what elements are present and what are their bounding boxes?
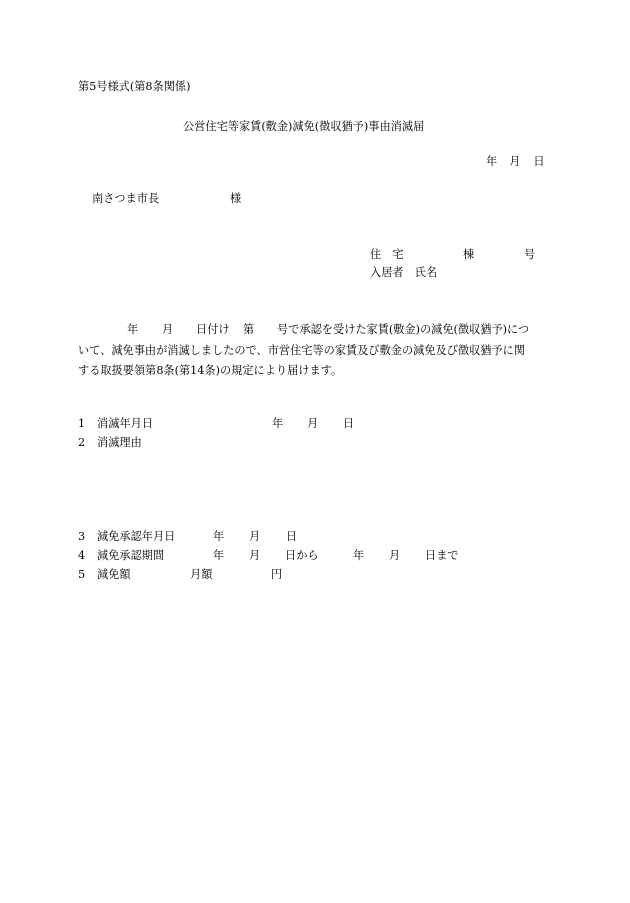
item-4-month2-label: 月 bbox=[389, 549, 401, 562]
addressee-name: 南さつま市長 bbox=[92, 192, 160, 205]
body-dated-label: 日付け bbox=[196, 323, 230, 336]
item-1-year-label: 年 bbox=[272, 417, 284, 430]
item-label-1: 消滅年月日 bbox=[97, 417, 153, 430]
item-label-5: 減免額 bbox=[97, 568, 131, 581]
date-line bbox=[486, 156, 545, 167]
item-1-month-label: 月 bbox=[307, 417, 319, 430]
form-header: 第5号様式(第8条関係) bbox=[78, 80, 191, 93]
body-line1-rest: 号で承認を受けた家賃(敷金)の減免(徴収猶予)につ bbox=[277, 323, 530, 336]
resident-name-label: 入居者 氏名 bbox=[370, 266, 438, 279]
date-day-label: 日 bbox=[533, 155, 545, 168]
body-line-3: する取扱要領第8条(第14条)の規定により届けます。 bbox=[78, 364, 343, 377]
item-number-5: 5 bbox=[78, 568, 86, 581]
item-5-monthly-label: 月額 bbox=[190, 568, 213, 581]
date-month-label: 月 bbox=[509, 155, 521, 168]
item-4-year2-label: 年 bbox=[353, 549, 365, 562]
item-number-1: 1 bbox=[78, 417, 86, 430]
number-label: 号 bbox=[524, 248, 536, 261]
item-4-day-to-label: 日まで bbox=[425, 549, 459, 562]
item-3-month-label: 月 bbox=[249, 530, 261, 543]
body-month-label: 月 bbox=[162, 323, 174, 336]
building-label: 棟 bbox=[463, 248, 475, 261]
item-number-2: 2 bbox=[78, 436, 86, 449]
document-title: 公営住宅等家賃(敷金)減免(徴収猶予)事由消滅届 bbox=[183, 120, 425, 133]
item-4-month-label: 月 bbox=[249, 549, 261, 562]
item-label-3: 減免承認年月日 bbox=[97, 530, 176, 543]
item-4-day-from-label: 日から bbox=[285, 549, 319, 562]
residence-label: 住 宅 bbox=[370, 248, 404, 261]
body-year-label: 年 bbox=[127, 323, 139, 336]
item-number-3: 3 bbox=[78, 530, 86, 543]
item-1-day-label: 日 bbox=[343, 417, 355, 430]
item-label-2: 消滅理由 bbox=[97, 436, 142, 449]
item-number-4: 4 bbox=[78, 549, 86, 562]
item-3-day-label: 日 bbox=[286, 530, 298, 543]
item-3-year-label: 年 bbox=[213, 530, 225, 543]
item-5-yen-label: 円 bbox=[271, 568, 283, 581]
body-line-2: いて、減免事由が消滅しましたので、市営住宅等の家賃及び敷金の減免及び徴収猶予に関 bbox=[78, 344, 526, 357]
item-4-year-label: 年 bbox=[213, 549, 225, 562]
item-label-4: 減免承認期間 bbox=[97, 549, 165, 562]
date-year-label: 年 bbox=[486, 155, 498, 168]
body-dai-label: 第 bbox=[243, 323, 255, 336]
addressee-honorific: 様 bbox=[230, 192, 242, 205]
